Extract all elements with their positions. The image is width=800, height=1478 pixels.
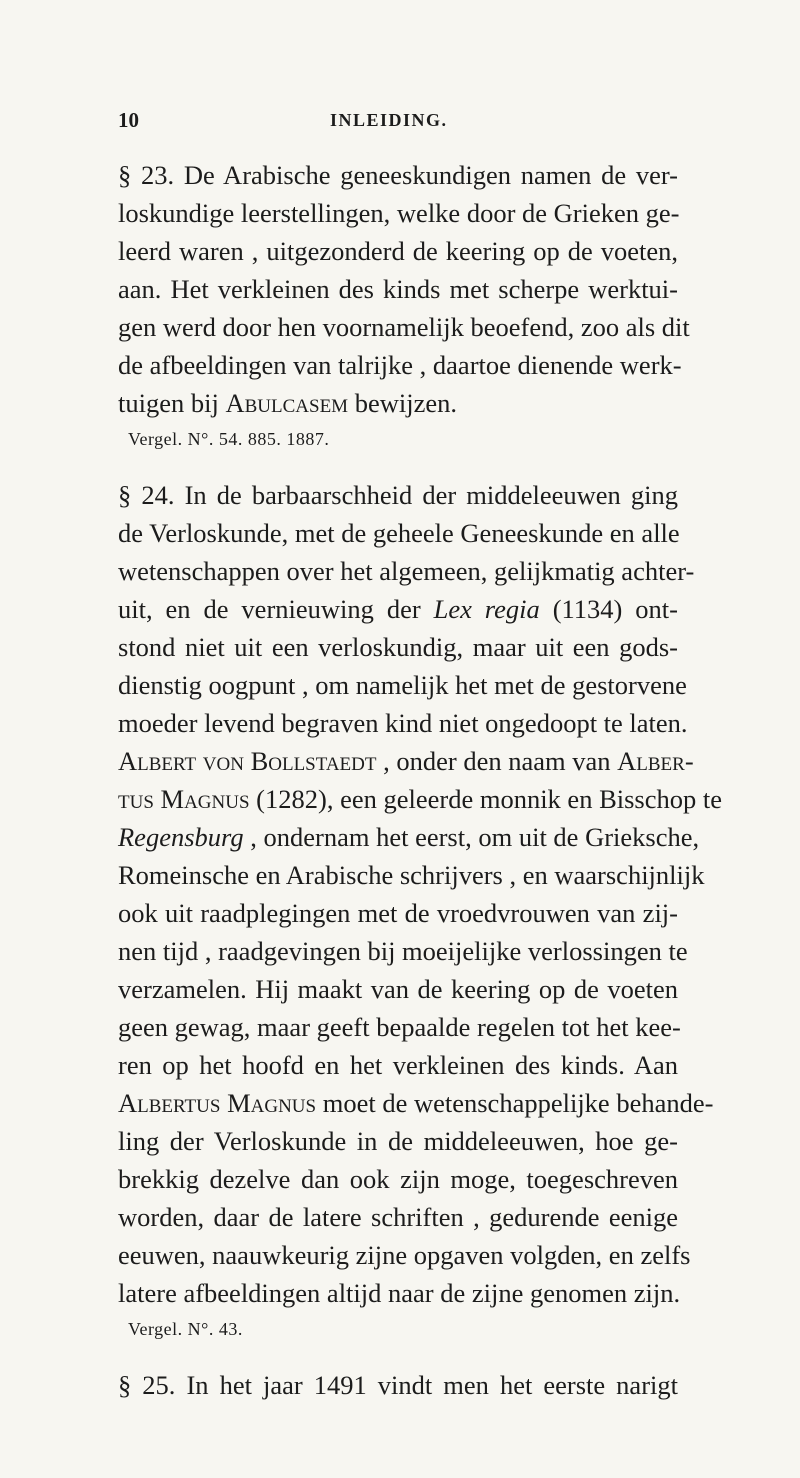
text-run: de afbeeldingen van talrijke , daartoe dienende werk- — [118, 350, 682, 380]
text-line — [118, 1236, 691, 1274]
text-run: (1282), een geleerde monnik en Bisschop te — [249, 784, 722, 814]
text-run: ook uit raadplegingen met de vroedvrouwen van zij- — [118, 898, 678, 928]
text-run: dienstig oogpunt , om namelijk het met de gestorvene — [118, 670, 687, 700]
text-run: loskundige leerstellingen, welke door de Grieken ge- — [118, 198, 680, 228]
italic-term: Lex regia — [433, 594, 540, 624]
text-line — [118, 1122, 678, 1160]
text-line — [118, 384, 678, 422]
text-run: moet de wetenschappelijke behande- — [316, 1088, 714, 1118]
text-line — [118, 932, 688, 970]
text-line — [118, 156, 678, 194]
person-name: tus Magnus — [118, 784, 250, 814]
text-line — [118, 194, 678, 232]
running-title: INLEIDING. — [330, 110, 448, 130]
paragraph-gap — [118, 1348, 678, 1366]
text-run: verzamelen. Hij maakt van de keering op de voeten — [118, 974, 678, 1004]
text-run: § 23. De Arabische geneeskundigen namen de ver- — [118, 160, 678, 190]
text-run: leerd waren , uitgezonderd de keering op de voeten, — [118, 236, 678, 266]
text-line — [118, 270, 678, 308]
text-run: § 24. In de barbaarschheid der middeleeuwen ging — [118, 480, 678, 510]
text-line — [118, 1198, 678, 1236]
text-run: brekkig dezelve dan ook zijn moge, toegeschreven — [118, 1164, 678, 1194]
person-name: Alber- — [617, 746, 694, 776]
text-run: bewijzen. — [348, 388, 457, 418]
paragraph-gap — [118, 458, 678, 476]
text-line — [118, 1046, 678, 1084]
text-run: ling der Verloskunde in de middeleeuwen, hoe ge- — [118, 1126, 678, 1156]
text-run: § 25. In het jaar 1491 vindt men het eerste narigt — [118, 1370, 678, 1400]
text-run: moeder levend begraven kind niet ongedoopt te laten. — [118, 708, 688, 738]
text-line — [118, 666, 687, 704]
person-name: Albert von Bollstaedt — [118, 746, 377, 776]
text-run: de Verloskunde, met de geheele Geneeskunde en alle — [118, 518, 680, 548]
text-run: (1134) ont- — [539, 594, 678, 624]
text-run: worden, daar de latere schriften , gedurende eenige — [118, 1202, 678, 1232]
text-line — [118, 1274, 681, 1312]
text-run: eeuwen, naauwkeurig zijne opgaven volgden, en zelfs — [118, 1240, 691, 1270]
text-line — [118, 742, 694, 780]
paragraph — [118, 1366, 678, 1404]
text-line — [118, 1008, 681, 1046]
cross-reference: Vergel. N°. 43. — [128, 1319, 243, 1339]
text-run: uit, en de vernieuwing der — [118, 594, 434, 624]
text-line — [118, 894, 678, 932]
text-line — [118, 514, 678, 552]
text-line — [118, 1366, 678, 1404]
text-line — [118, 856, 705, 894]
text-line — [118, 476, 678, 514]
text-run: latere afbeeldingen altijd naar de zijne genomen zijn. — [118, 1278, 681, 1308]
page-header — [118, 108, 678, 142]
text-run: wetenschappen over het algemeen, gelijkmatig achter- — [118, 556, 695, 586]
text-run: , onder den naam van — [376, 746, 618, 776]
text-line — [118, 970, 678, 1008]
text-line — [118, 346, 682, 384]
text-run: aan. Het verkleinen des kinds met scherpe werktui- — [118, 274, 678, 304]
text-run: ren op het hoofd en het verkleinen des kinds. Aan — [118, 1050, 678, 1080]
text-run: gen werd door hen voornamelijk beoefend, zoo als dit — [118, 312, 690, 342]
person-name: Albertus Magnus — [118, 1088, 317, 1118]
paragraph — [118, 156, 690, 476]
page-number: 10 — [118, 108, 139, 132]
body-text — [118, 156, 722, 1404]
text-line — [118, 590, 678, 628]
text-line — [118, 1084, 714, 1122]
italic-term: Regensburg — [118, 822, 244, 852]
text-run: tuigen bij — [118, 388, 226, 418]
paragraph — [118, 476, 722, 1366]
text-run: stond niet uit een verloskundig, maar uit een gods- — [118, 632, 678, 662]
text-run: geen gewag, maar geeft bepaalde regelen tot het kee- — [118, 1012, 681, 1042]
text-line — [118, 552, 695, 590]
text-line — [118, 818, 700, 856]
text-run: nen tijd , raadgevingen bij moeijelijke verlossingen te — [118, 936, 688, 966]
text-line — [118, 628, 678, 666]
text-line — [118, 232, 678, 270]
text-line — [118, 704, 688, 742]
text-run: , ondernam het eerst, om uit de Grieksche, — [243, 822, 700, 852]
cross-reference: Vergel. N°. 54. 885. 1887. — [128, 429, 330, 449]
text-line — [118, 780, 722, 818]
text-line — [118, 1160, 678, 1198]
text-line — [118, 308, 690, 346]
text-run: Romeinsche en Arabische schrijvers , en waarschijnlijk — [118, 860, 705, 890]
person-name: Abulcasem — [225, 388, 349, 418]
